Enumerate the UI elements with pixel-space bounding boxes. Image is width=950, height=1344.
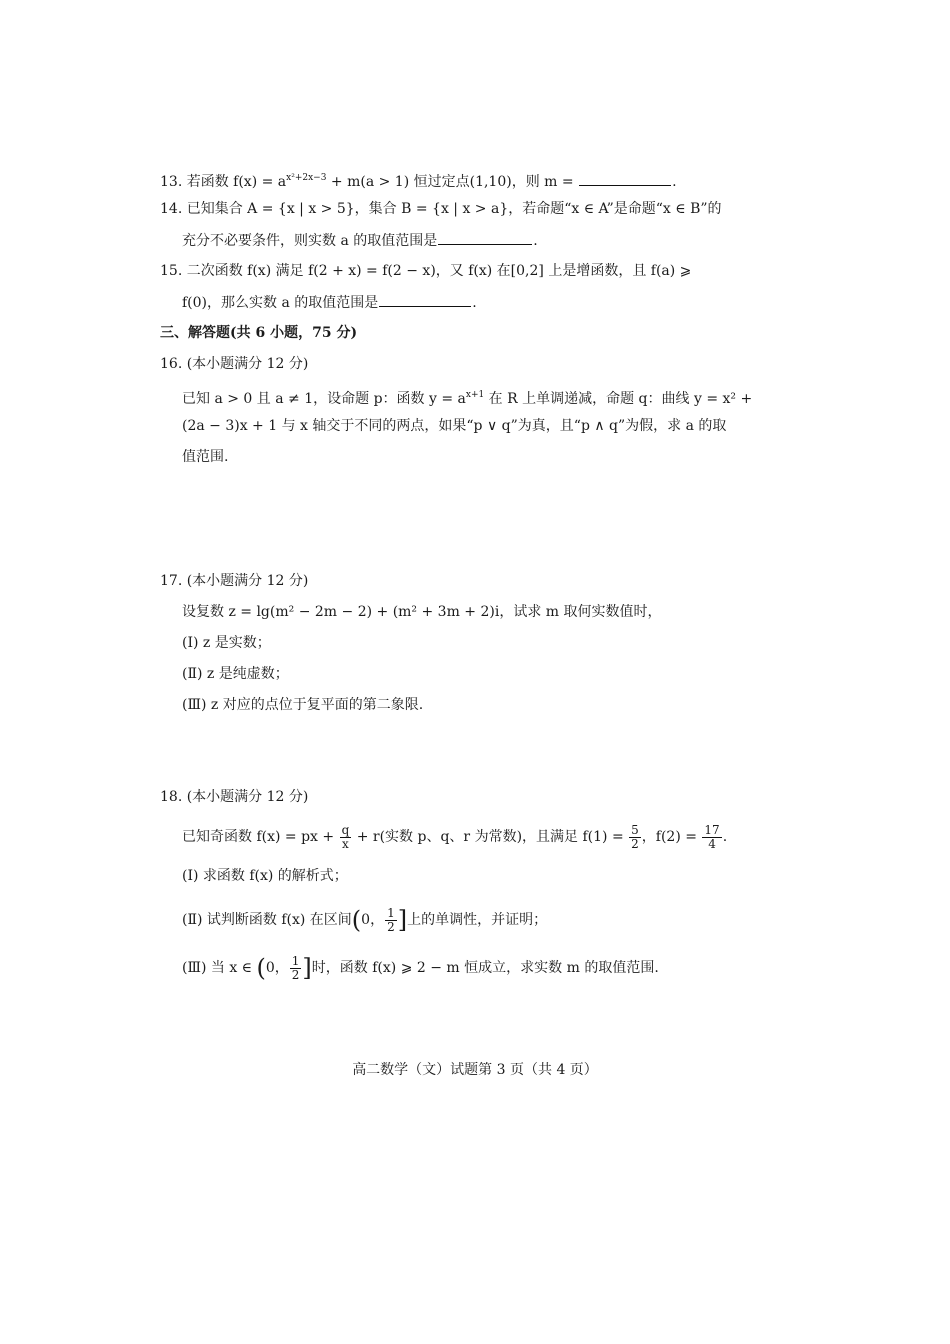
- question-18-part-2: [182, 905, 547, 935]
- q18-line1-text-b: + r(实数 p、q、r 为常数)，且满足 f(1) =: [352, 829, 629, 845]
- q18-part2-open-paren: (: [351, 906, 362, 934]
- question-18-part-3: [182, 953, 659, 983]
- q13-text-b: + m(a > 1) 恒过定点(1,10)，则 m =: [326, 174, 579, 190]
- q18-part2-text-b: 0，: [361, 912, 385, 928]
- q18-part2-close-bracket: ]: [397, 906, 408, 934]
- q18-part3-text-c: 时，函数 f(x) ⩾ 2 − m 恒成立，求实数 m 的取值范围.: [311, 960, 659, 976]
- q13-text-c: .: [672, 174, 677, 190]
- question-18-header: 18. (本小题满分 12 分): [160, 789, 309, 805]
- q18-line1-text-d: .: [722, 829, 728, 845]
- q13-text-a: 13. 若函数 f(x) = a: [160, 174, 287, 190]
- q18-fraction-f1: [629, 824, 641, 851]
- q18-fraction-q-den: x: [342, 836, 349, 851]
- q15-line2-end: .: [472, 295, 477, 311]
- question-17-part-2: (Ⅱ) z 是纯虚数；: [182, 666, 289, 682]
- question-17-part-3: (Ⅲ) z 对应的点位于复平面的第二象限.: [182, 697, 424, 713]
- question-14-line-1: 14. 已知集合 A = {x | x > 5}，集合 B = {x | x > a}，若命题“x ∈ A”是命题“x ∈ B”的: [160, 201, 722, 217]
- question-16-line-2: (2a − 3)x + 1 与 x 轴交于不同的两点，如果“p ∨ q”为真，且“p ∧ q”为假，求 a 的取: [182, 418, 727, 434]
- q18-part2-text-a: (Ⅱ) 试判断函数 f(x) 在区间: [182, 912, 352, 928]
- question-17-header: 17. (本小题满分 12 分): [160, 573, 309, 589]
- q18-fraction-f2: [702, 824, 721, 851]
- q18-fraction-q-over-x: [340, 824, 352, 851]
- q18-fraction-f2-den: 4: [708, 836, 716, 851]
- question-16-line-1: [182, 385, 752, 409]
- question-15-line-2: [182, 292, 477, 313]
- q15-line2-text: f(0)，那么实数 a 的取值范围是: [182, 295, 379, 311]
- q18-fraction-f1-num: 5: [631, 822, 639, 837]
- question-18-part-1: (Ⅰ) 求函数 f(x) 的解析式；: [182, 868, 348, 884]
- q18-part3-text-b: 0，: [265, 960, 289, 976]
- page-footer: 高二数学（文）试题第 3 页（共 4 页）: [352, 1062, 598, 1078]
- question-18-line-1: [182, 822, 727, 852]
- q18-part3-fraction-half: [290, 955, 302, 982]
- q18-part2-fraction-half: [385, 907, 397, 934]
- q18-part3-half-num: 1: [291, 953, 300, 968]
- q18-fraction-q-num: q: [341, 822, 350, 837]
- q16-line1-text-b: 在 R 上单调递减，命题 q：曲线 y = x² +: [484, 391, 753, 407]
- q18-part3-half-den: 2: [291, 967, 300, 982]
- q18-fraction-f1-den: 2: [631, 836, 639, 851]
- question-17-line-1: 设复数 z = lg(m² − 2m − 2) + (m² + 3m + 2)i，试求 m 取何实数值时，: [182, 604, 662, 620]
- question-13: [160, 168, 677, 192]
- q18-part2-half-den: 2: [387, 919, 395, 934]
- question-16-header: 16. (本小题满分 12 分): [160, 356, 309, 372]
- q16-exponent: x+1: [465, 390, 485, 400]
- q18-fraction-f2-num: 17: [704, 822, 720, 837]
- q14-line2-text: 充分不必要条件，则实数 a 的取值范围是: [182, 233, 438, 249]
- section-3-heading: 三、解答题(共 6 小题，75 分): [160, 325, 358, 341]
- question-16-line-3: 值范围.: [182, 449, 229, 465]
- q18-part3-close-bracket: ]: [302, 954, 312, 982]
- q14-answer-blank[interactable]: [438, 230, 532, 245]
- question-15-line-1: 15. 二次函数 f(x) 满足 f(2 + x) = f(2 − x)，又 f(x) 在[0,2] 上是增函数，且 f(a) ⩾: [160, 263, 692, 279]
- q18-part3-text-a: (Ⅲ) 当 x ∈: [182, 960, 257, 976]
- question-17-part-1: (Ⅰ) z 是实数；: [182, 635, 271, 651]
- q13-answer-blank[interactable]: [579, 171, 671, 186]
- q18-part2-half-num: 1: [387, 905, 395, 920]
- question-14-line-2: [182, 230, 538, 251]
- q18-part3-open-paren: (: [256, 954, 266, 982]
- q18-line1-text-a: 已知奇函数 f(x) = px +: [182, 829, 339, 845]
- q14-line2-end: .: [533, 233, 538, 249]
- q16-line1-text-a: 已知 a > 0 且 a ≠ 1，设命题 p：函数 y = a: [182, 391, 466, 407]
- q15-answer-blank[interactable]: [379, 292, 471, 307]
- q18-line1-text-c: ，f(2) =: [641, 829, 702, 845]
- q13-exponent: x²+2x−3: [286, 173, 327, 183]
- q18-part2-text-c: 上的单调性，并证明；: [407, 912, 548, 928]
